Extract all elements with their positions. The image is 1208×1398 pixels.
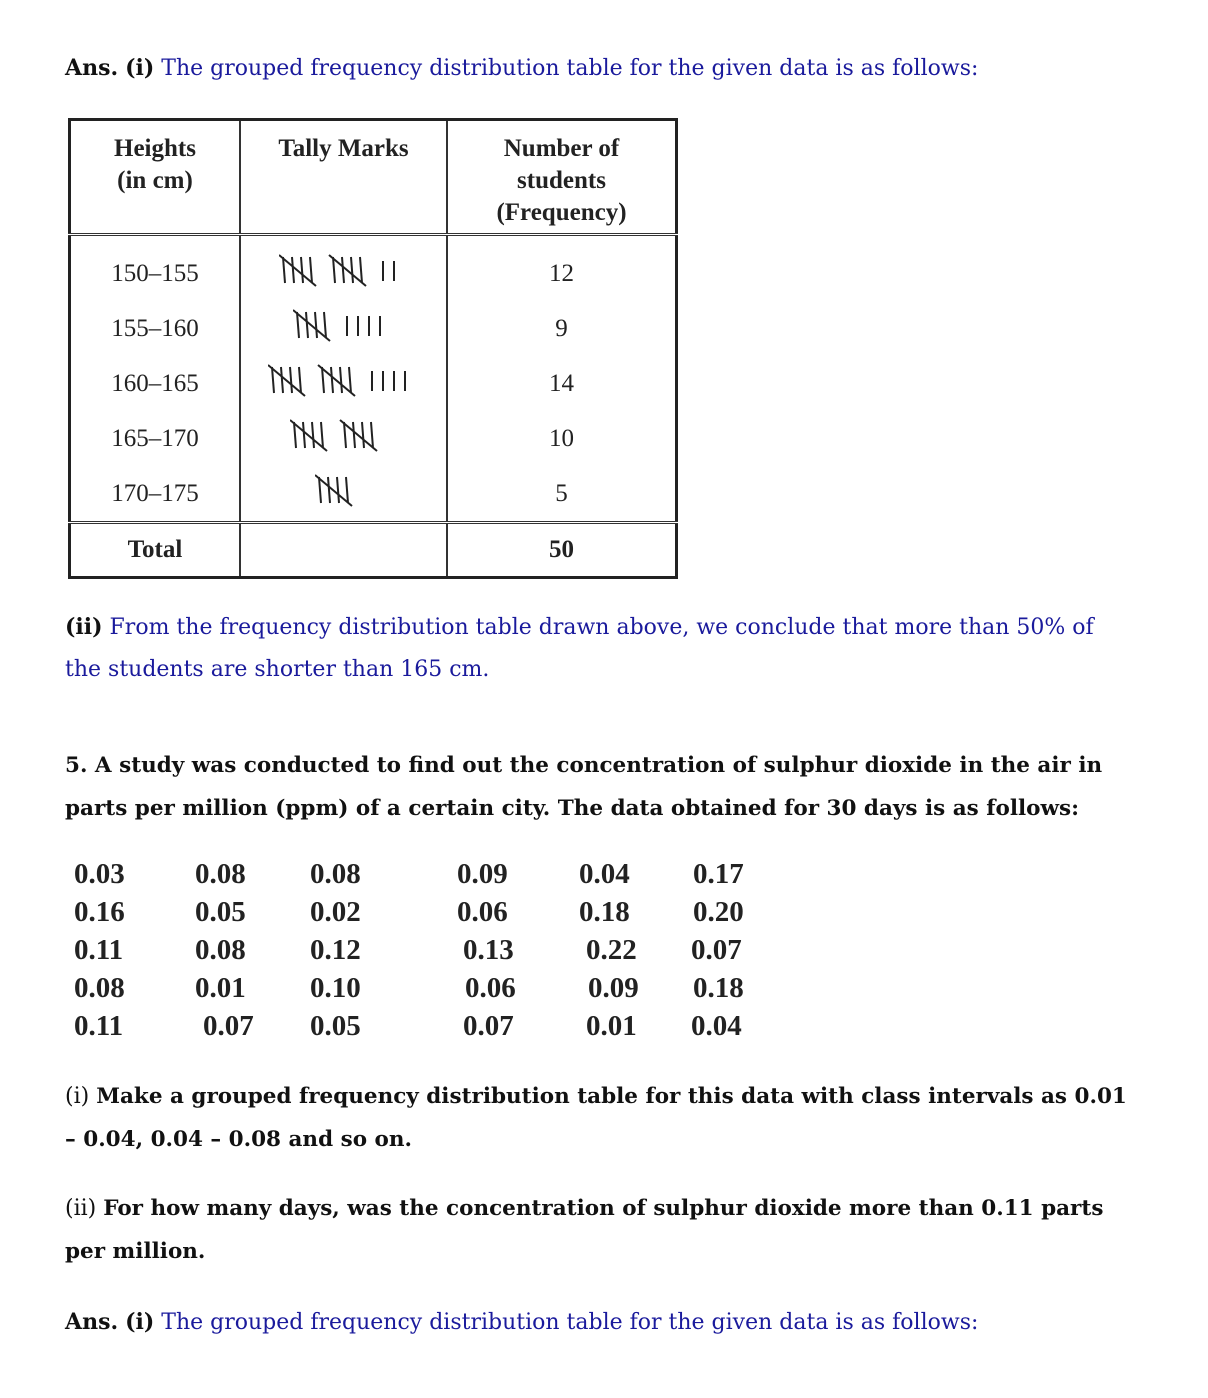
- data-value: 0.10: [310, 972, 361, 1004]
- tally-marks: [279, 253, 409, 287]
- data-value: 0.05: [310, 1010, 361, 1042]
- tally-stroke: [299, 367, 301, 393]
- data-value: 0.18: [693, 972, 744, 1004]
- data-value: 0.08: [195, 858, 246, 890]
- data-value: 0.13: [463, 934, 514, 966]
- tally-stroke: [306, 312, 308, 338]
- frequency-cell: 12: [447, 235, 677, 302]
- interval-cell: 165–170: [70, 411, 241, 466]
- tally-stroke: [353, 422, 355, 448]
- interval-cell: 150–155: [70, 235, 241, 302]
- data-value: 0.04: [691, 1010, 742, 1042]
- data-value: 0.02: [310, 896, 361, 928]
- tally-cell: [240, 235, 447, 302]
- tally-stroke: [342, 257, 344, 283]
- sub-ii-text: For how many days, was the concentration of sulphur dioxide more than 0.11 parts: [103, 1196, 1104, 1221]
- total-row: [70, 523, 677, 578]
- question-5-ii-line2: per million.: [65, 1239, 206, 1264]
- tally-stroke: [346, 477, 348, 503]
- ans-ii-part: (ii): [65, 614, 103, 640]
- ans-text: The grouped frequency distribution table for the given data is as follows:: [161, 56, 979, 81]
- data-value: 0.09: [588, 972, 639, 1004]
- question-5-i-line1: [65, 1082, 1127, 1112]
- data-value: 0.17: [693, 858, 744, 890]
- sub-i-text: Make a grouped frequency distribution table for this data with class intervals as 0.01: [96, 1084, 1127, 1109]
- data-value: 0.07: [203, 1010, 254, 1042]
- frequency-cell: 5: [447, 466, 677, 523]
- data-value: 0.03: [74, 858, 125, 890]
- data-value: 0.06: [465, 972, 516, 1004]
- tally-cell: [240, 301, 447, 356]
- tally-marks: [290, 418, 398, 452]
- data-value: 0.07: [463, 1010, 514, 1042]
- tally-stroke: [331, 367, 333, 393]
- tally-marks: [293, 308, 395, 342]
- data-value: 0.05: [195, 896, 246, 928]
- data-value: 0.22: [586, 934, 637, 966]
- header-heights: [70, 120, 241, 235]
- question-5-ii-line1: [65, 1194, 1103, 1224]
- tally-stroke: [362, 422, 364, 448]
- frequency-cell: 14: [447, 356, 677, 411]
- tally-cell: [240, 411, 447, 466]
- tally-stroke: [292, 257, 294, 283]
- data-value: 0.09: [457, 858, 508, 890]
- data-value: 0.18: [579, 896, 630, 928]
- header-tally: [240, 120, 447, 235]
- header-frequency-text: Number of students (Frequency): [496, 135, 627, 226]
- ans-prefix: Ans.: [65, 1309, 119, 1335]
- data-value: 0.08: [195, 934, 246, 966]
- tally-stroke: [351, 257, 353, 283]
- tally-stroke: [371, 422, 373, 448]
- question-5-i-line2: – 0.04, 0.04 – 0.08 and so on.: [65, 1127, 412, 1152]
- table-row: [70, 411, 677, 466]
- interval-cell: 155–160: [70, 301, 241, 356]
- tally-stroke: [290, 367, 292, 393]
- table-row: [70, 356, 677, 411]
- data-value: 0.11: [74, 934, 124, 966]
- data-value: 0.08: [74, 972, 125, 1004]
- header-tally-text: Tally Marks: [278, 135, 409, 162]
- tally-cell: [240, 356, 447, 411]
- data-value: 0.01: [586, 1010, 637, 1042]
- answer-ii-line2: the students are shorter than 165 cm.: [65, 657, 490, 682]
- tally-marks: [315, 473, 373, 507]
- tally-stroke: [312, 422, 314, 448]
- tally-stroke: [301, 257, 303, 283]
- tally-stroke: [303, 422, 305, 448]
- ans-ii-text1: From the frequency distribution table drawn above, we conclude that more than 50% of: [109, 615, 1094, 640]
- header-frequency: [447, 120, 677, 235]
- tally-stroke: [337, 477, 339, 503]
- tally-stroke: [281, 367, 283, 393]
- data-value: 0.01: [195, 972, 246, 1004]
- table-row: [70, 466, 677, 523]
- frequency-cell: 10: [447, 411, 677, 466]
- header-heights-text: Heights (in cm): [114, 135, 196, 194]
- question-5-line1: 5. A study was conducted to find out the concentration of sulphur dioxide in the air in: [65, 753, 1103, 778]
- ans-part: (i): [125, 55, 155, 81]
- tally-stroke: [321, 422, 323, 448]
- tally-stroke: [315, 312, 317, 338]
- sub-i-prefix: (i): [65, 1084, 90, 1109]
- data-value: 0.20: [693, 896, 744, 928]
- tally-stroke: [328, 477, 330, 503]
- data-value: 0.06: [457, 896, 508, 928]
- total-value: 50: [447, 523, 677, 578]
- answer-ii-line1: [65, 612, 1094, 643]
- total-tally-empty: [240, 523, 447, 578]
- ans-prefix: Ans.: [65, 55, 119, 81]
- table-row: [70, 301, 677, 356]
- question-5-line2: parts per million (ppm) of a certain city. The data obtained for 30 days is as follows:: [65, 796, 1080, 821]
- frequency-cell: 9: [447, 301, 677, 356]
- data-value: 0.07: [691, 934, 742, 966]
- ans-text: The grouped frequency distribution table for the given data is as follows:: [161, 1310, 979, 1335]
- data-value: 0.12: [310, 934, 361, 966]
- data-value: 0.08: [310, 858, 361, 890]
- sub-ii-prefix: (ii): [65, 1196, 97, 1221]
- height-frequency-table: [68, 118, 678, 579]
- tally-stroke: [349, 367, 351, 393]
- tally-stroke: [360, 257, 362, 283]
- total-label: Total: [70, 523, 241, 578]
- tally-stroke: [310, 257, 312, 283]
- data-value: 0.11: [74, 1010, 124, 1042]
- answer-heading-2: [65, 1307, 978, 1338]
- tally-stroke: [340, 367, 342, 393]
- tally-cell: [240, 466, 447, 523]
- interval-cell: 160–165: [70, 356, 241, 411]
- data-value: 0.04: [579, 858, 630, 890]
- tally-stroke: [324, 312, 326, 338]
- tally-marks: [268, 363, 420, 397]
- ans-part: (i): [125, 1309, 155, 1335]
- answer-heading-1: [65, 53, 978, 84]
- interval-cell: 170–175: [70, 466, 241, 523]
- table-row: [70, 235, 677, 302]
- data-value: 0.16: [74, 896, 125, 928]
